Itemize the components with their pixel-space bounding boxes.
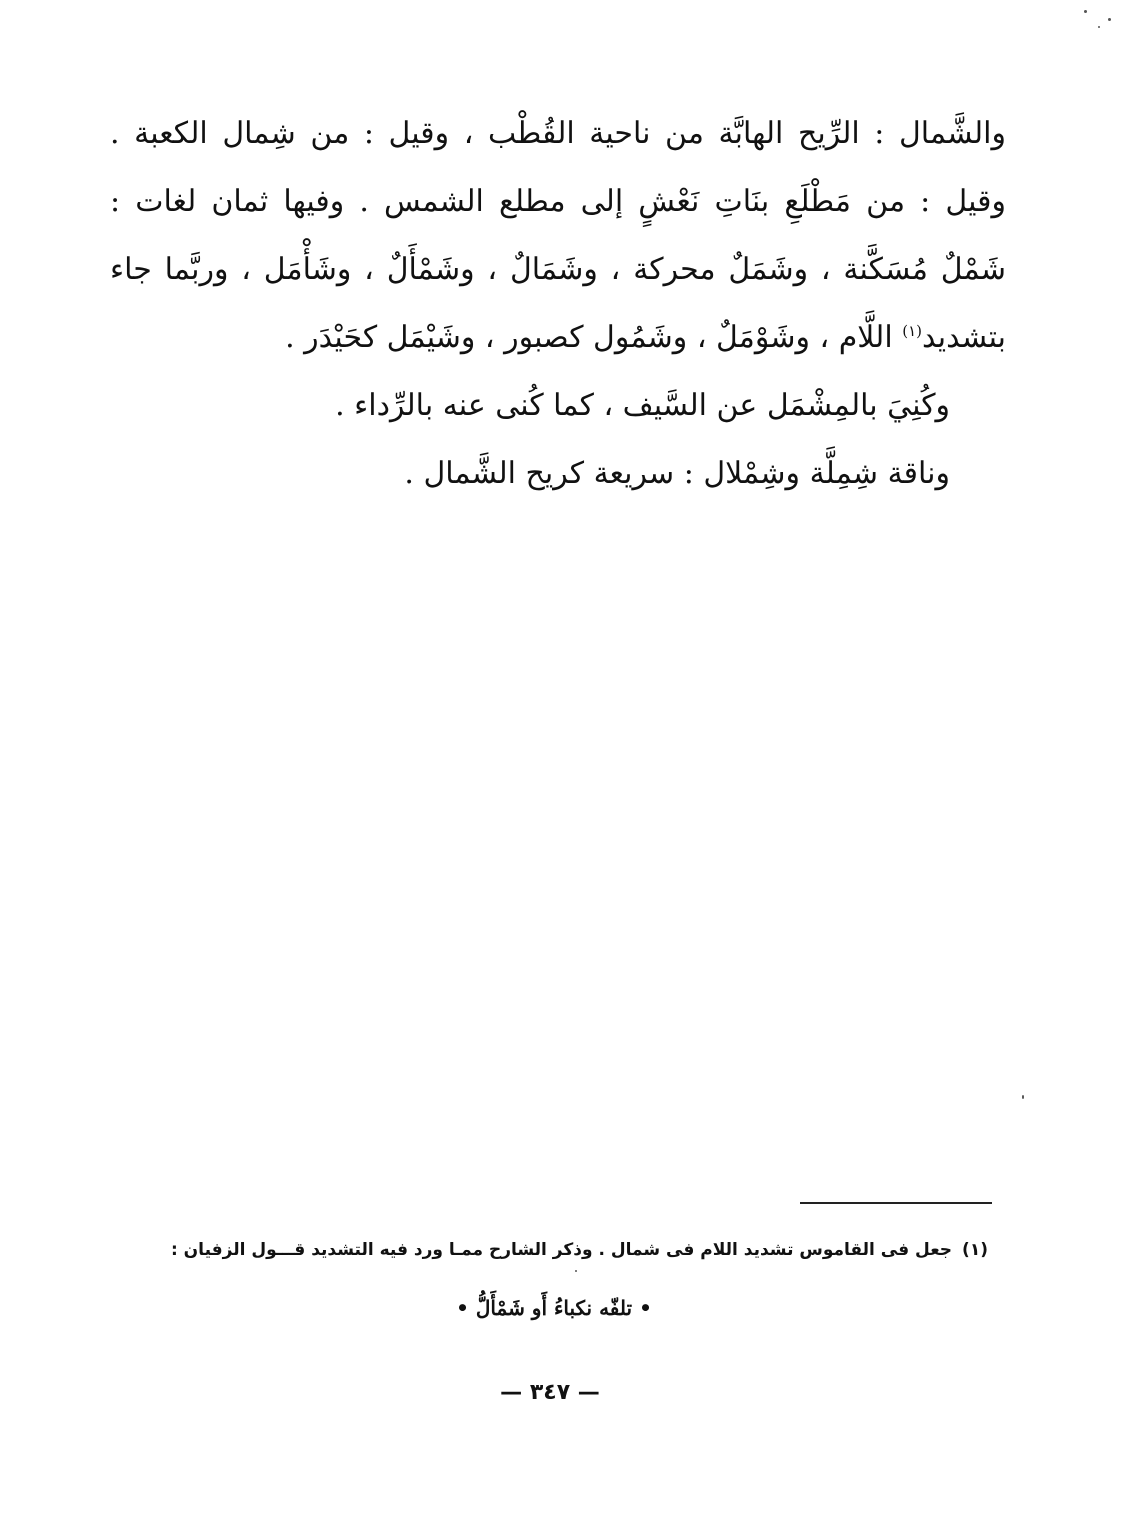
scan-speck	[1022, 1095, 1024, 1099]
scan-speck	[1098, 26, 1100, 28]
paragraph-text: والشَّمال : الرِّيح الهابَّة من ناحية القُطْب ، وقيل : من شِمال الكعبة . وقيل : من مَطْلَعِ بنَاتِ نَعْشٍ إلى مطلع الشمس . وفيها ثمان لغات : شَمْلٌ مُسَكَّنة ، وشَمَلٌ محركة ، وشَمَالٌ ، وشَمْأَلٌ ، وشَأْمَل ، وربَّما جاء بتشديد	[110, 116, 1007, 355]
footnote-1	[120, 1232, 988, 1268]
footnotes	[120, 1232, 988, 1326]
scan-speck	[1084, 10, 1087, 13]
paragraph-camel: وناقة شِمِلَّة وشِمْلال : سريعة كريح الشَّمال .	[404, 456, 950, 491]
footnote-marker: (١)	[962, 1240, 988, 1260]
footnote-verse: • تلفّه نكباءُ أَو شَمْأَلُّ •	[456, 1296, 652, 1320]
main-text	[110, 100, 1006, 508]
paragraph-sword: وكُنِيَ بالمِشْمَل عن السَّيف ، كما كُنى عنه بالرِّداء .	[335, 388, 950, 423]
footnote-body: جعل فى القاموس تشديد اللام فى شمال . وذكر الشارح ممـا ورد فيه التشديد قـــول الزفيان :	[170, 1240, 953, 1260]
paragraph-definition	[110, 100, 1006, 372]
scan-speck	[1108, 18, 1111, 21]
footnote-divider	[800, 1202, 992, 1204]
footnote-reference[interactable]: (١)	[902, 322, 922, 340]
paragraph-text-continued: اللَّام ، وشَوْمَلٌ ، وشَمُول كصبور ، وشَيْمَل كحَيْدَر .	[285, 320, 893, 355]
page-number: — ٣٤٧ —	[500, 1380, 600, 1405]
scan-speck	[575, 1270, 577, 1272]
